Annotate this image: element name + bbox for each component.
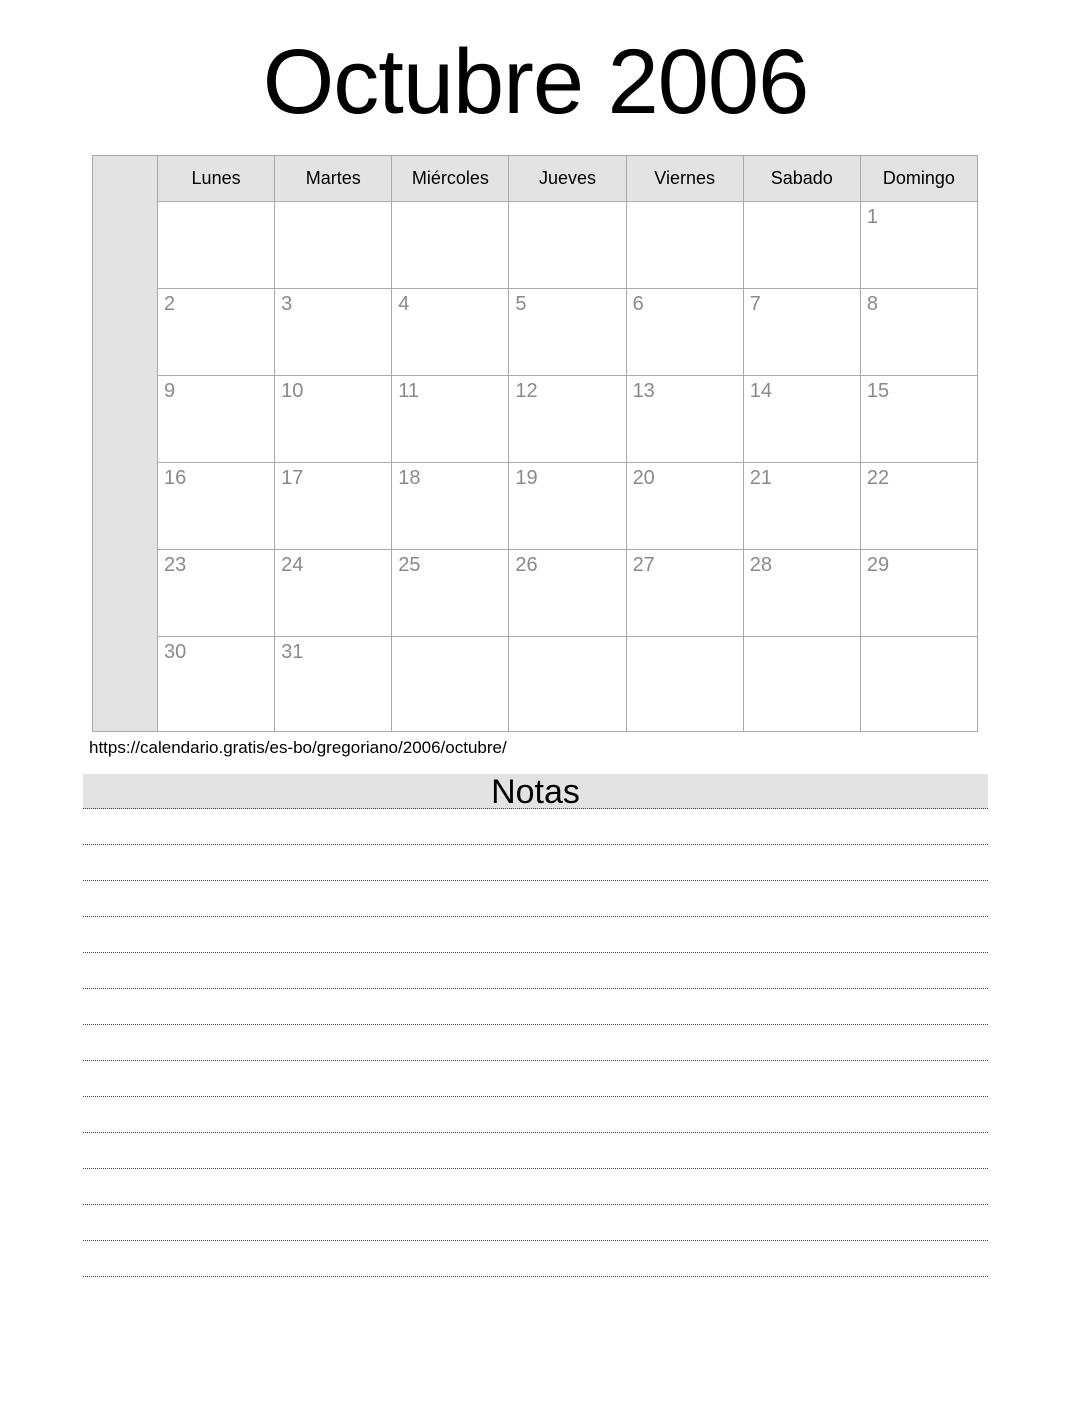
notes-line <box>83 917 988 953</box>
notes-line <box>83 989 988 1025</box>
week-number-column <box>93 156 158 732</box>
day-cell: 30 <box>158 637 275 732</box>
day-cell: 8 <box>860 289 977 376</box>
week-row <box>93 550 978 637</box>
calendar-header-row <box>93 156 978 202</box>
week-row <box>93 289 978 376</box>
day-cell: 18 <box>392 463 509 550</box>
notes-line <box>83 953 988 989</box>
notes-line <box>83 1133 988 1169</box>
day-cell <box>275 202 392 289</box>
day-cell: 6 <box>626 289 743 376</box>
notes-line <box>83 809 988 845</box>
day-cell: 16 <box>158 463 275 550</box>
day-cell <box>860 637 977 732</box>
day-cell <box>509 202 626 289</box>
day-cell: 31 <box>275 637 392 732</box>
day-cell: 21 <box>743 463 860 550</box>
source-url: https://calendario.gratis/es-bo/gregoriano/2006/octubre/ <box>89 738 507 757</box>
day-cell <box>626 637 743 732</box>
day-cell: 22 <box>860 463 977 550</box>
calendar-table <box>92 155 978 732</box>
week-row <box>93 637 978 732</box>
day-cell: 19 <box>509 463 626 550</box>
day-cell: 20 <box>626 463 743 550</box>
notes-line <box>83 1061 988 1097</box>
day-cell: 29 <box>860 550 977 637</box>
day-cell: 24 <box>275 550 392 637</box>
day-header-miercoles: Miércoles <box>392 156 509 202</box>
day-cell <box>392 637 509 732</box>
day-cell: 28 <box>743 550 860 637</box>
day-header-jueves: Jueves <box>509 156 626 202</box>
day-cell: 4 <box>392 289 509 376</box>
notes-line <box>83 1169 988 1205</box>
day-header-domingo: Domingo <box>860 156 977 202</box>
day-cell: 14 <box>743 376 860 463</box>
day-header-lunes: Lunes <box>158 156 275 202</box>
day-cell: 11 <box>392 376 509 463</box>
day-cell: 9 <box>158 376 275 463</box>
day-cell <box>743 637 860 732</box>
notes-line <box>83 1025 988 1061</box>
day-cell <box>743 202 860 289</box>
day-cell: 23 <box>158 550 275 637</box>
day-cell: 27 <box>626 550 743 637</box>
day-cell <box>392 202 509 289</box>
day-cell: 10 <box>275 376 392 463</box>
notes-line <box>83 845 988 881</box>
day-cell: 26 <box>509 550 626 637</box>
day-header-martes: Martes <box>275 156 392 202</box>
week-row <box>93 202 978 289</box>
day-cell: 2 <box>158 289 275 376</box>
day-cell <box>626 202 743 289</box>
day-cell <box>158 202 275 289</box>
notes-section <box>83 774 988 1277</box>
week-row <box>93 376 978 463</box>
notes-lines <box>83 809 988 1277</box>
day-cell: 3 <box>275 289 392 376</box>
day-cell <box>509 637 626 732</box>
day-cell: 1 <box>860 202 977 289</box>
day-header-sabado: Sabado <box>743 156 860 202</box>
day-cell: 17 <box>275 463 392 550</box>
notes-line <box>83 1241 988 1277</box>
day-cell: 7 <box>743 289 860 376</box>
day-cell: 25 <box>392 550 509 637</box>
day-cell: 5 <box>509 289 626 376</box>
notes-line <box>83 881 988 917</box>
day-header-viernes: Viernes <box>626 156 743 202</box>
week-row <box>93 463 978 550</box>
day-cell: 15 <box>860 376 977 463</box>
notes-line <box>83 1205 988 1241</box>
day-cell: 13 <box>626 376 743 463</box>
notes-line <box>83 1097 988 1133</box>
day-cell: 12 <box>509 376 626 463</box>
page-title: Octubre 2006 <box>262 31 809 133</box>
notes-title: Notas <box>83 774 988 809</box>
page <box>0 31 1071 1422</box>
